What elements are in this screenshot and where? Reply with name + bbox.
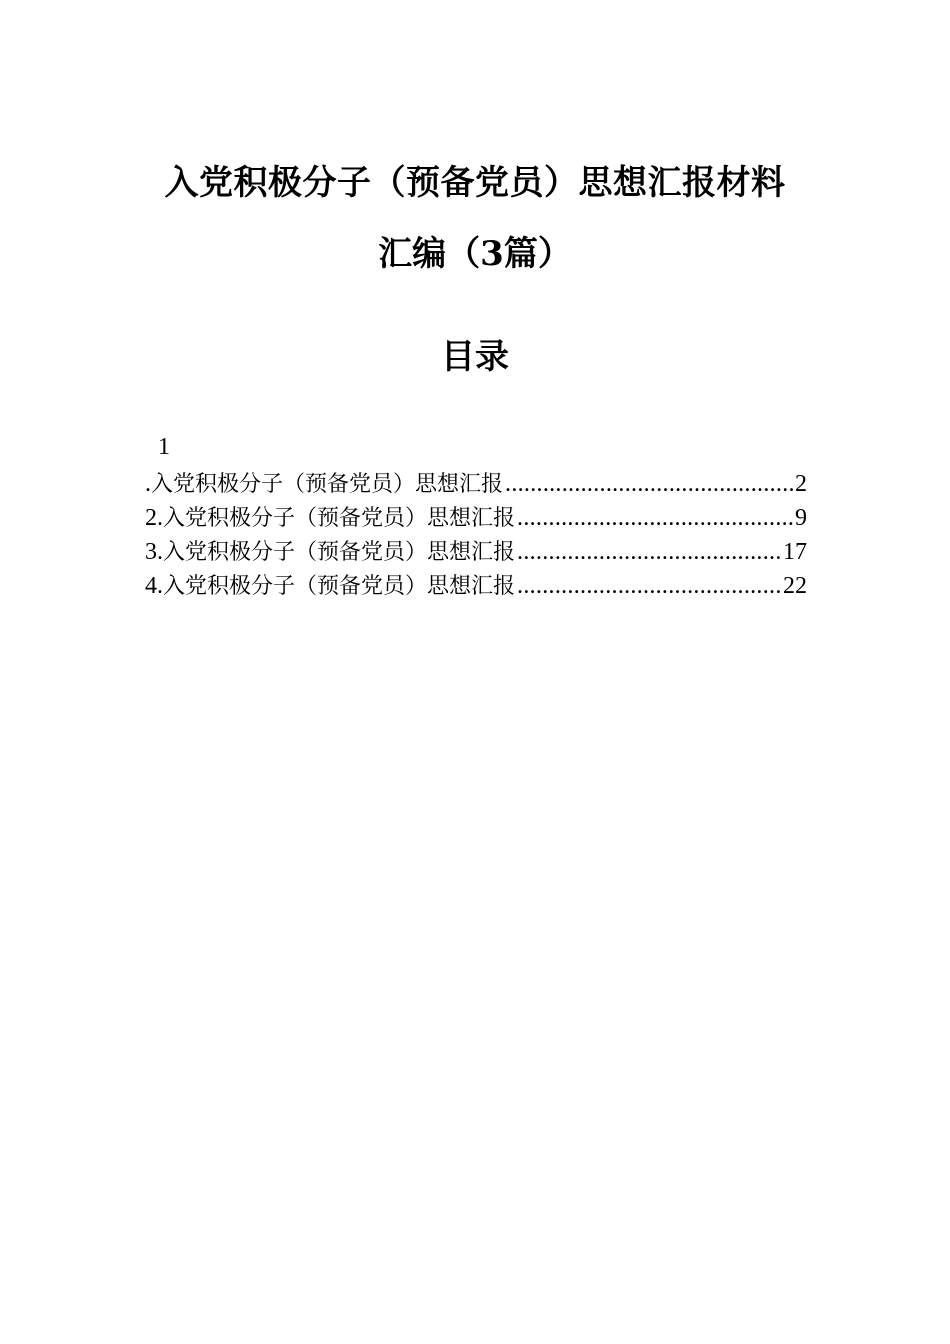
document-title-line-1: 入党积极分子（预备党员）思想汇报材料 [164, 163, 786, 203]
toc-dot-leader [517, 571, 781, 601]
toc-stray-number: 1 [158, 434, 170, 460]
toc-entry-text: 入党积极分子（预备党员）思想汇报 [163, 540, 516, 565]
toc-entry-page: 17 [783, 539, 807, 565]
toc-entry-number: 4. [145, 573, 163, 599]
toc-entry-page: 2 [795, 471, 807, 497]
toc-entry-text: 入党积极分子（预备党员）思想汇报 [163, 574, 516, 599]
toc-heading: 目录 [441, 337, 509, 377]
toc-entry[interactable] [145, 503, 807, 533]
toc-dot-leader [517, 537, 781, 567]
toc-entry-number: 2. [145, 505, 163, 531]
toc-entry-number: . [145, 471, 151, 497]
toc-dot-leader [505, 469, 793, 499]
toc-entry[interactable] [145, 571, 807, 601]
toc-entry-page: 9 [795, 505, 807, 531]
toc-entry[interactable] [145, 469, 807, 499]
toc-entry-number: 3. [145, 539, 163, 565]
toc-entry[interactable] [145, 537, 807, 567]
toc-dot-leader [517, 503, 793, 533]
document-title-line-2: 汇编（3篇） [378, 234, 572, 274]
toc-entry-text: 入党积极分子（预备党员）思想汇报 [163, 506, 516, 531]
toc-entry-page: 22 [783, 573, 807, 599]
toc-entry-text: 入党积极分子（预备党员）思想汇报 [151, 472, 504, 497]
